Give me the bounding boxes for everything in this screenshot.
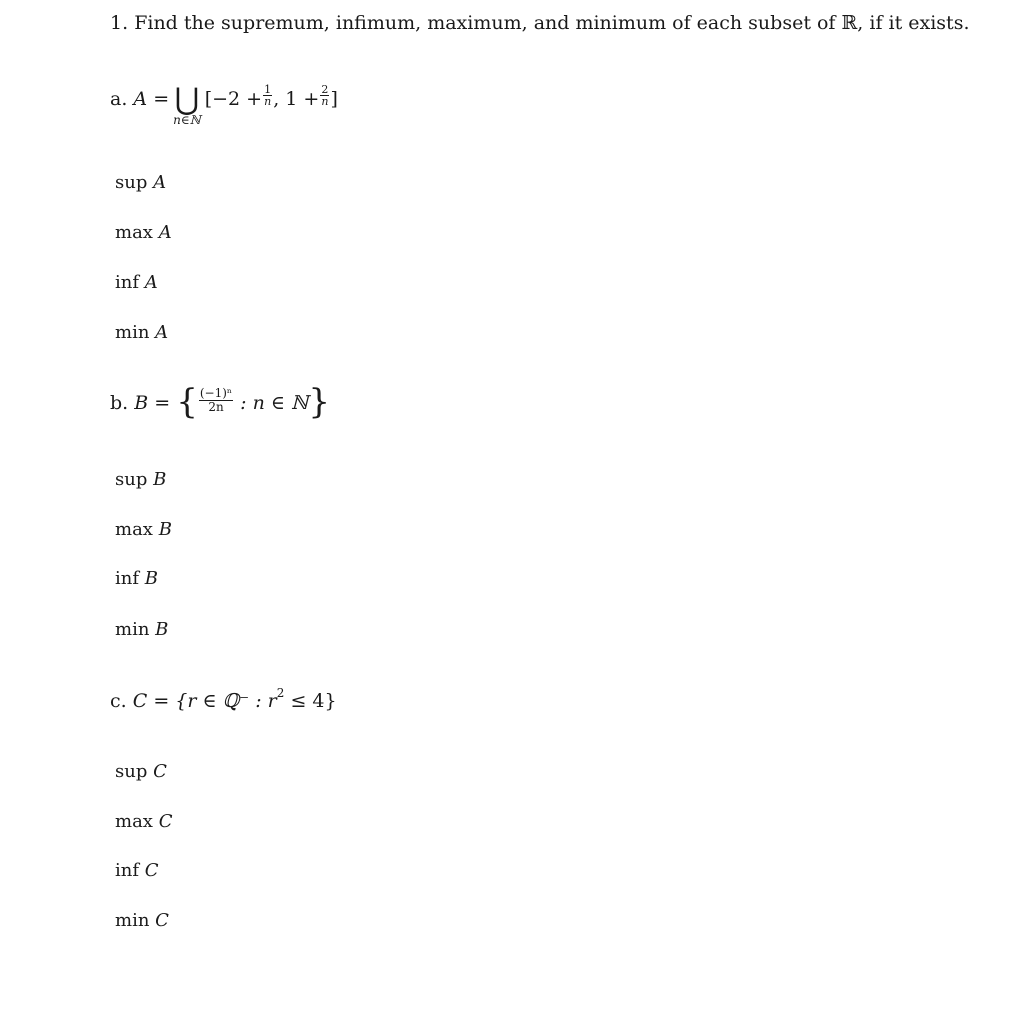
question-prompt	[110, 12, 969, 34]
answer-line	[115, 322, 168, 343]
union-symbol: ⋃	[174, 82, 200, 117]
brace-open: {	[176, 382, 198, 422]
answer-line	[115, 469, 166, 490]
answer-variable: B	[153, 469, 167, 490]
answer-variable: A	[144, 272, 158, 293]
fraction-denominator: n	[264, 95, 272, 109]
answer-variable: C	[158, 811, 173, 832]
answer-line	[115, 910, 169, 931]
set-c-name: C	[132, 690, 148, 712]
answer-variable: A	[155, 322, 169, 343]
set-b-condition: : n ∈ ℕ	[240, 392, 309, 414]
part-b-definition	[110, 382, 331, 422]
answer-operator: max	[115, 222, 153, 243]
set-c-exponent: 2	[276, 686, 285, 700]
fraction-numerator: (−1)ⁿ	[199, 385, 233, 400]
fraction-numerator: 1	[264, 82, 272, 96]
equals-sign: =	[154, 392, 171, 414]
answer-operator: max	[115, 811, 153, 832]
question-number: 1.	[110, 12, 129, 34]
answer-variable: A	[158, 222, 172, 243]
answer-line	[115, 272, 158, 293]
answer-variable: B	[144, 568, 158, 589]
part-b-label: b.	[110, 392, 129, 414]
equals-sign: =	[153, 87, 170, 110]
question-text: Find the supremum, infimum, maximum, and minimum of each subset of ℝ, if it exists.	[134, 12, 970, 34]
answer-line	[115, 519, 172, 540]
answer-operator: inf	[115, 860, 140, 881]
answer-variable: A	[153, 172, 167, 193]
fraction-neg-one-power-n-over-2n	[199, 387, 233, 413]
answer-line	[115, 568, 158, 589]
answer-variable: C	[144, 860, 159, 881]
set-b-name: B	[134, 392, 149, 414]
interval-mid: , 1 +	[273, 87, 320, 110]
part-c-definition	[110, 686, 337, 712]
answer-operator: min	[115, 619, 150, 640]
answer-line	[115, 811, 172, 832]
interval-close: ]	[330, 87, 338, 110]
part-a-definition	[110, 78, 338, 127]
answer-line	[115, 860, 159, 881]
part-a-label: a.	[110, 87, 128, 110]
answer-operator: min	[115, 322, 150, 343]
fraction-denominator: 2n	[208, 399, 224, 414]
answer-line	[115, 619, 168, 640]
answer-line	[115, 222, 172, 243]
answer-variable: C	[155, 910, 169, 931]
answer-variable: B	[158, 519, 172, 540]
answer-operator: inf	[115, 568, 140, 589]
set-c-tail: ≤ 4}	[290, 690, 337, 712]
answer-line	[115, 761, 167, 782]
fraction-numerator: 2	[321, 82, 329, 96]
set-c-body: {r ∈ ℚ⁻ : r	[175, 690, 277, 712]
set-a-name: A	[133, 87, 148, 110]
answer-variable: C	[153, 761, 167, 782]
answer-operator: min	[115, 910, 150, 931]
answer-operator: inf	[115, 272, 140, 293]
answer-variable: B	[155, 619, 169, 640]
union-index: n∈ℕ	[173, 113, 201, 127]
answer-operator: sup	[115, 761, 148, 782]
answer-operator: sup	[115, 469, 148, 490]
answer-line	[115, 172, 166, 193]
equals-sign: =	[153, 690, 170, 712]
brace-close: }	[308, 382, 331, 422]
answer-operator: max	[115, 519, 153, 540]
interval-open: [−2 +	[204, 87, 263, 110]
fraction-denominator: n	[321, 95, 329, 109]
fraction-one-over-n	[263, 84, 272, 108]
fraction-two-over-n	[320, 84, 329, 108]
big-union-operator	[173, 82, 201, 127]
part-c-label: c.	[110, 690, 127, 712]
answer-operator: sup	[115, 172, 148, 193]
